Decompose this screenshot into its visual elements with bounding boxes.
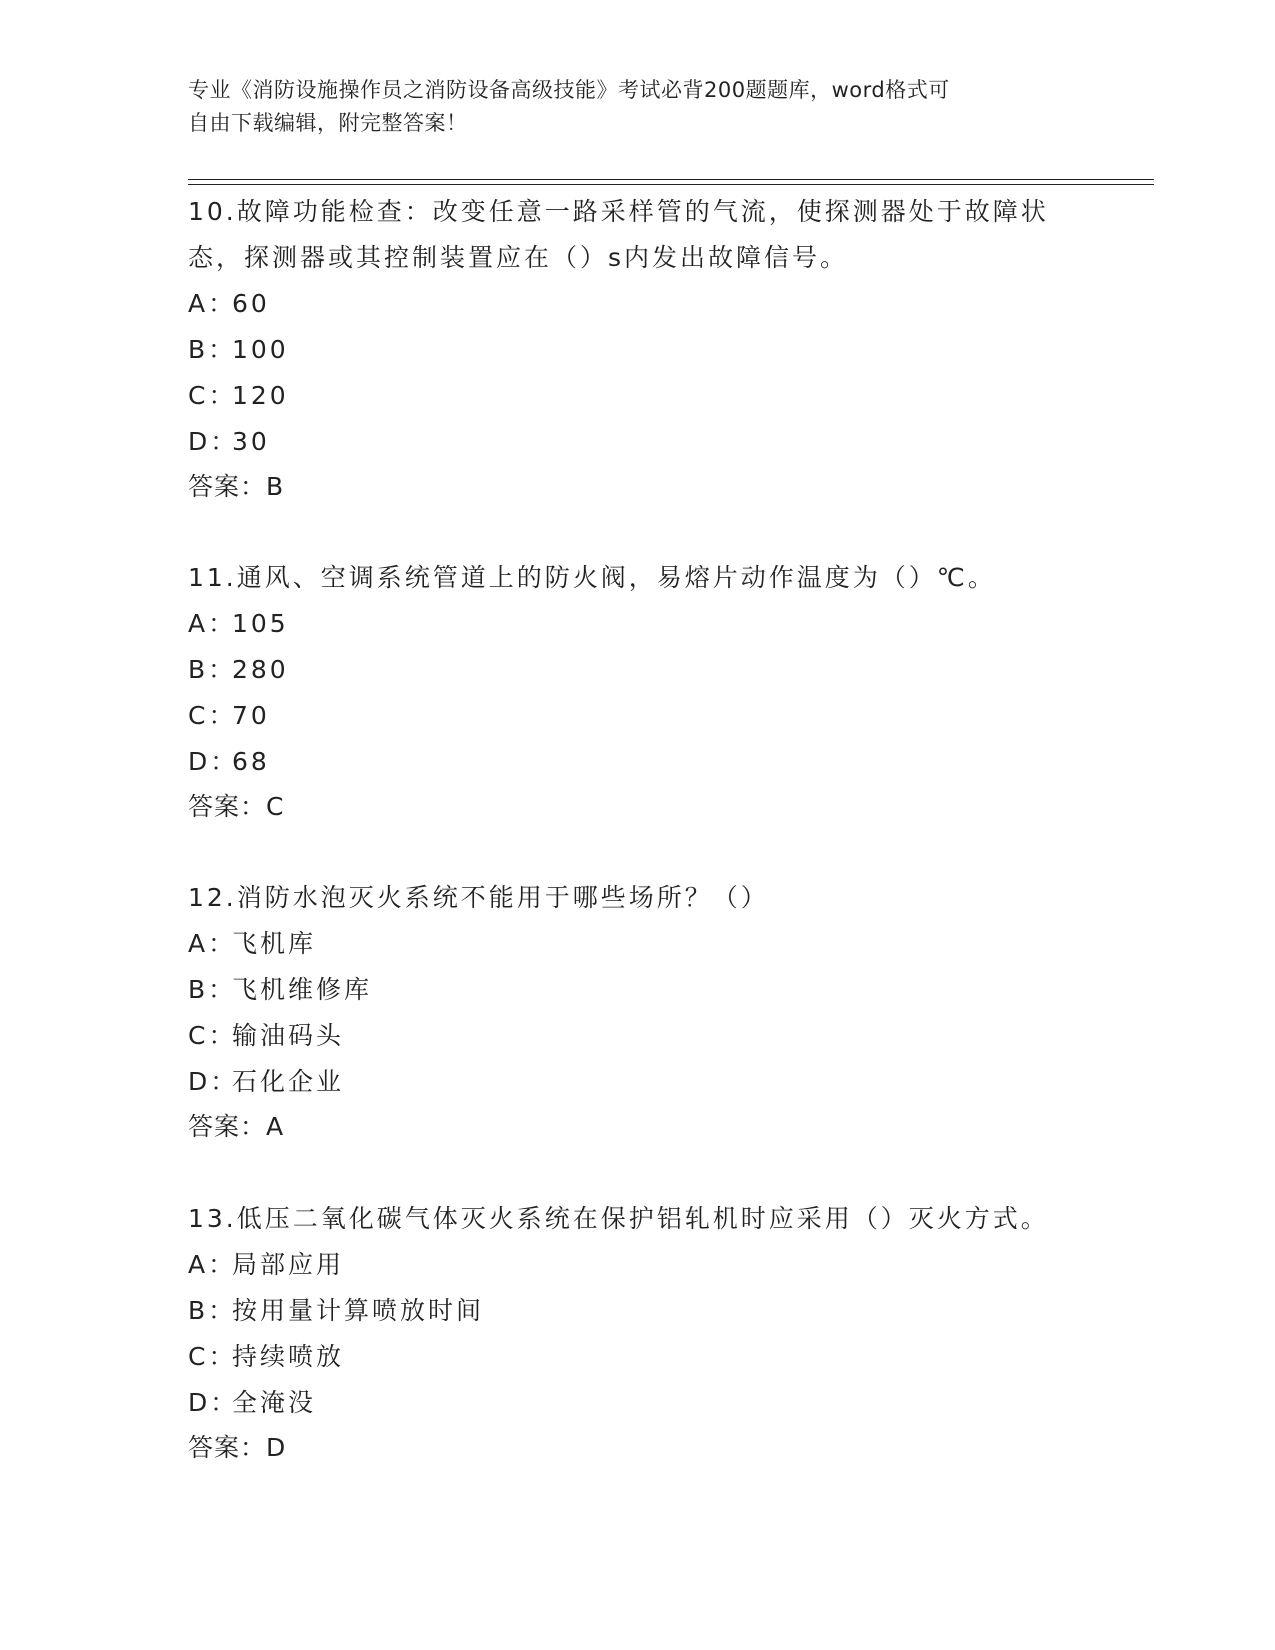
option-text: 280 — [232, 655, 289, 684]
option-label: A： — [188, 289, 237, 318]
answer-line: 答案：D — [188, 1433, 287, 1462]
option-a — [188, 1242, 1088, 1288]
option-c — [188, 1013, 1088, 1059]
option-a — [188, 601, 1088, 647]
option-text: 飞机库 — [232, 929, 317, 958]
option-label: C： — [188, 1021, 237, 1050]
question-10 — [188, 189, 1088, 509]
option-d — [188, 739, 1088, 785]
option-label: B： — [188, 335, 237, 364]
option-b — [188, 1288, 1088, 1334]
question-12 — [188, 875, 1088, 1149]
option-text: 飞机维修库 — [232, 975, 373, 1004]
option-text: 石化企业 — [232, 1067, 345, 1096]
question-stem: 12.消防水泡灭火系统不能用于哪些场所？（） — [188, 883, 769, 912]
option-text: 持续喷放 — [232, 1342, 345, 1371]
option-label: B： — [188, 975, 237, 1004]
option-d — [188, 1059, 1088, 1105]
option-text: 68 — [232, 747, 270, 776]
option-d — [188, 419, 1088, 465]
question-stem: 11.通风、空调系统管道上的防火阀，易熔片动作温度为（）℃。 — [188, 563, 996, 592]
option-label: C： — [188, 1342, 237, 1371]
question-stem-continued: 态，探测器或其控制装置应在（）s内发出故障信号。 — [188, 243, 849, 272]
option-d — [188, 1380, 1088, 1426]
option-text: 输油码头 — [232, 1021, 345, 1050]
header-divider-bottom — [188, 184, 1154, 185]
option-label: B： — [188, 1296, 237, 1325]
option-text: 按用量计算喷放时间 — [232, 1296, 485, 1325]
answer-line: 答案：B — [188, 472, 285, 501]
header-line-2: 自由下载编辑，附完整答案！ — [188, 111, 468, 135]
option-c — [188, 373, 1088, 419]
option-a — [188, 281, 1088, 327]
option-text: 60 — [232, 289, 270, 318]
option-label: A： — [188, 929, 237, 958]
option-label: A： — [188, 1250, 237, 1279]
option-b — [188, 967, 1088, 1013]
option-label: D： — [188, 747, 239, 776]
option-text: 全淹没 — [232, 1388, 317, 1417]
question-13 — [188, 1196, 1088, 1470]
question-stem: 10.故障功能检查：改变任意一路采样管的气流，使探测器处于故障状 — [188, 197, 1049, 226]
option-a — [188, 921, 1088, 967]
option-label: C： — [188, 381, 237, 410]
option-label: D： — [188, 1388, 239, 1417]
option-c — [188, 693, 1088, 739]
option-b — [188, 327, 1088, 373]
question-stem: 13.低压二氧化碳气体灭火系统在保护铝轧机时应采用（）灭火方式。 — [188, 1204, 1049, 1233]
option-text: 30 — [232, 427, 270, 456]
option-text: 局部应用 — [232, 1250, 345, 1279]
option-text: 100 — [232, 335, 289, 364]
answer-line: 答案：A — [188, 1112, 285, 1141]
header-divider-top — [188, 179, 1154, 180]
option-label: D： — [188, 427, 239, 456]
answer-line: 答案：C — [188, 792, 285, 821]
option-c — [188, 1334, 1088, 1380]
header-line-1: 专业《消防设施操作员之消防设备高级技能》考试必背200题题库，word格式可 — [188, 78, 950, 102]
option-text: 105 — [232, 609, 289, 638]
option-text: 70 — [232, 701, 270, 730]
option-label: A： — [188, 609, 237, 638]
option-label: B： — [188, 655, 237, 684]
document-header — [188, 74, 1088, 140]
option-b — [188, 647, 1088, 693]
question-11 — [188, 555, 1088, 829]
option-text: 120 — [232, 381, 289, 410]
option-label: D： — [188, 1067, 239, 1096]
option-label: C： — [188, 701, 237, 730]
